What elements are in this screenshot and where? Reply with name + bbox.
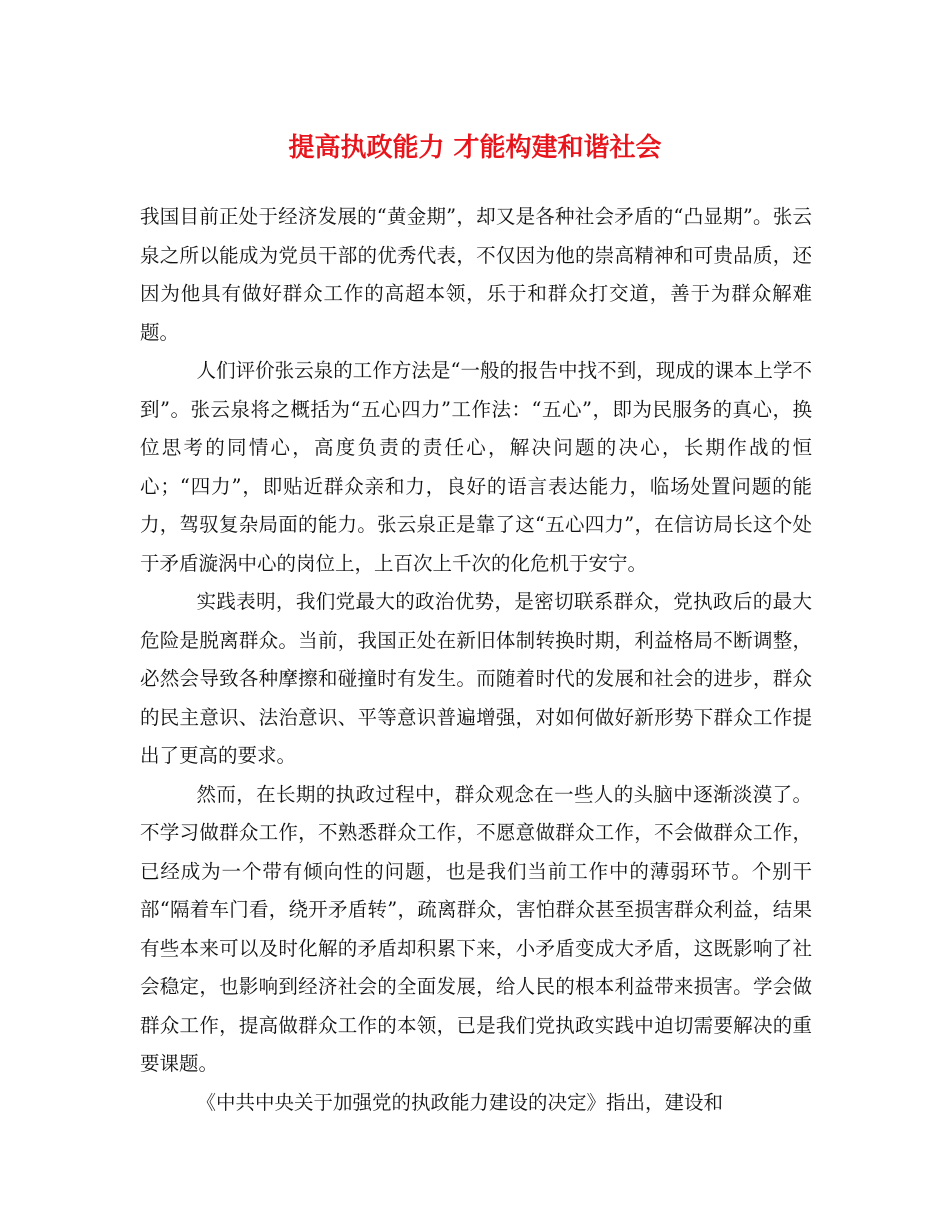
- paragraph-5: 《中共中央关于加强党的执政能力建设的决定》指出，建设和: [196, 1090, 724, 1114]
- paragraph-1: 我国目前正处于经济发展的“黄金期”，却又是各种社会矛盾的“凸显期”。张云泉之所以能成为党员干部的优秀代表，不仅因为他的崇高精神和可贵品质，还因为他具有做好群众工作的高超本领，乐于和群众打交道，善于为群众解难题。: [140, 205, 812, 344]
- paragraph-2: 人们评价张云泉的工作方法是“一般的报告中找不到，现成的课本上学不到”。张云泉将之概括为“五心四力”工作法：“五心”，即为民服务的真心，换位思考的同情心，高度负责的责任心，解决问题的决心，长期作战的恒心；“四力”，即贴近群众亲和力，良好的语言表达能力，临场处置问题的能力，驾驭复杂局面的能力。张云泉正是靠了这“五心四力”，在信访局长这个处于矛盾漩涡中心的岗位上，上百次上千次的化危机于安宁。: [140, 359, 812, 575]
- paragraph-3: 实践表明，我们党最大的政治优势，是密切联系群众，党执政后的最大危险是脱离群众。当前，我国正处在新旧体制转换时期，利益格局不断调整，必然会导致各种摩擦和碰撞时有发生。而随着时代的发展和社会的进步，群众的民主意识、法治意识、平等意识普遍增强，对如何做好新形势下群众工作提出了更高的要求。: [140, 590, 812, 767]
- document-body: [140, 198, 812, 1122]
- paragraph-4: 然而，在长期的执政过程中，群众观念在一些人的头脑中逐渐淡漠了。不学习做群众工作，不熟悉群众工作，不愿意做群众工作，不会做群众工作，已经成为一个带有倾向性的问题，也是我们当前工作中的薄弱环节。个别干部“隔着车门看，绕开矛盾转”，疏离群众，害怕群众甚至损害群众利益，结果有些本来可以及时化解的矛盾却积累下来，小矛盾变成大矛盾，这既影响了社会稳定，也影响到经济社会的全面发展，给人民的根本利益带来损害。学会做群众工作，提高做群众工作的本领，已是我们党执政实践中迫切需要解决的重要课题。: [140, 782, 812, 1075]
- document-title: 提高执政能力 才能构建和谐社会: [288, 133, 662, 163]
